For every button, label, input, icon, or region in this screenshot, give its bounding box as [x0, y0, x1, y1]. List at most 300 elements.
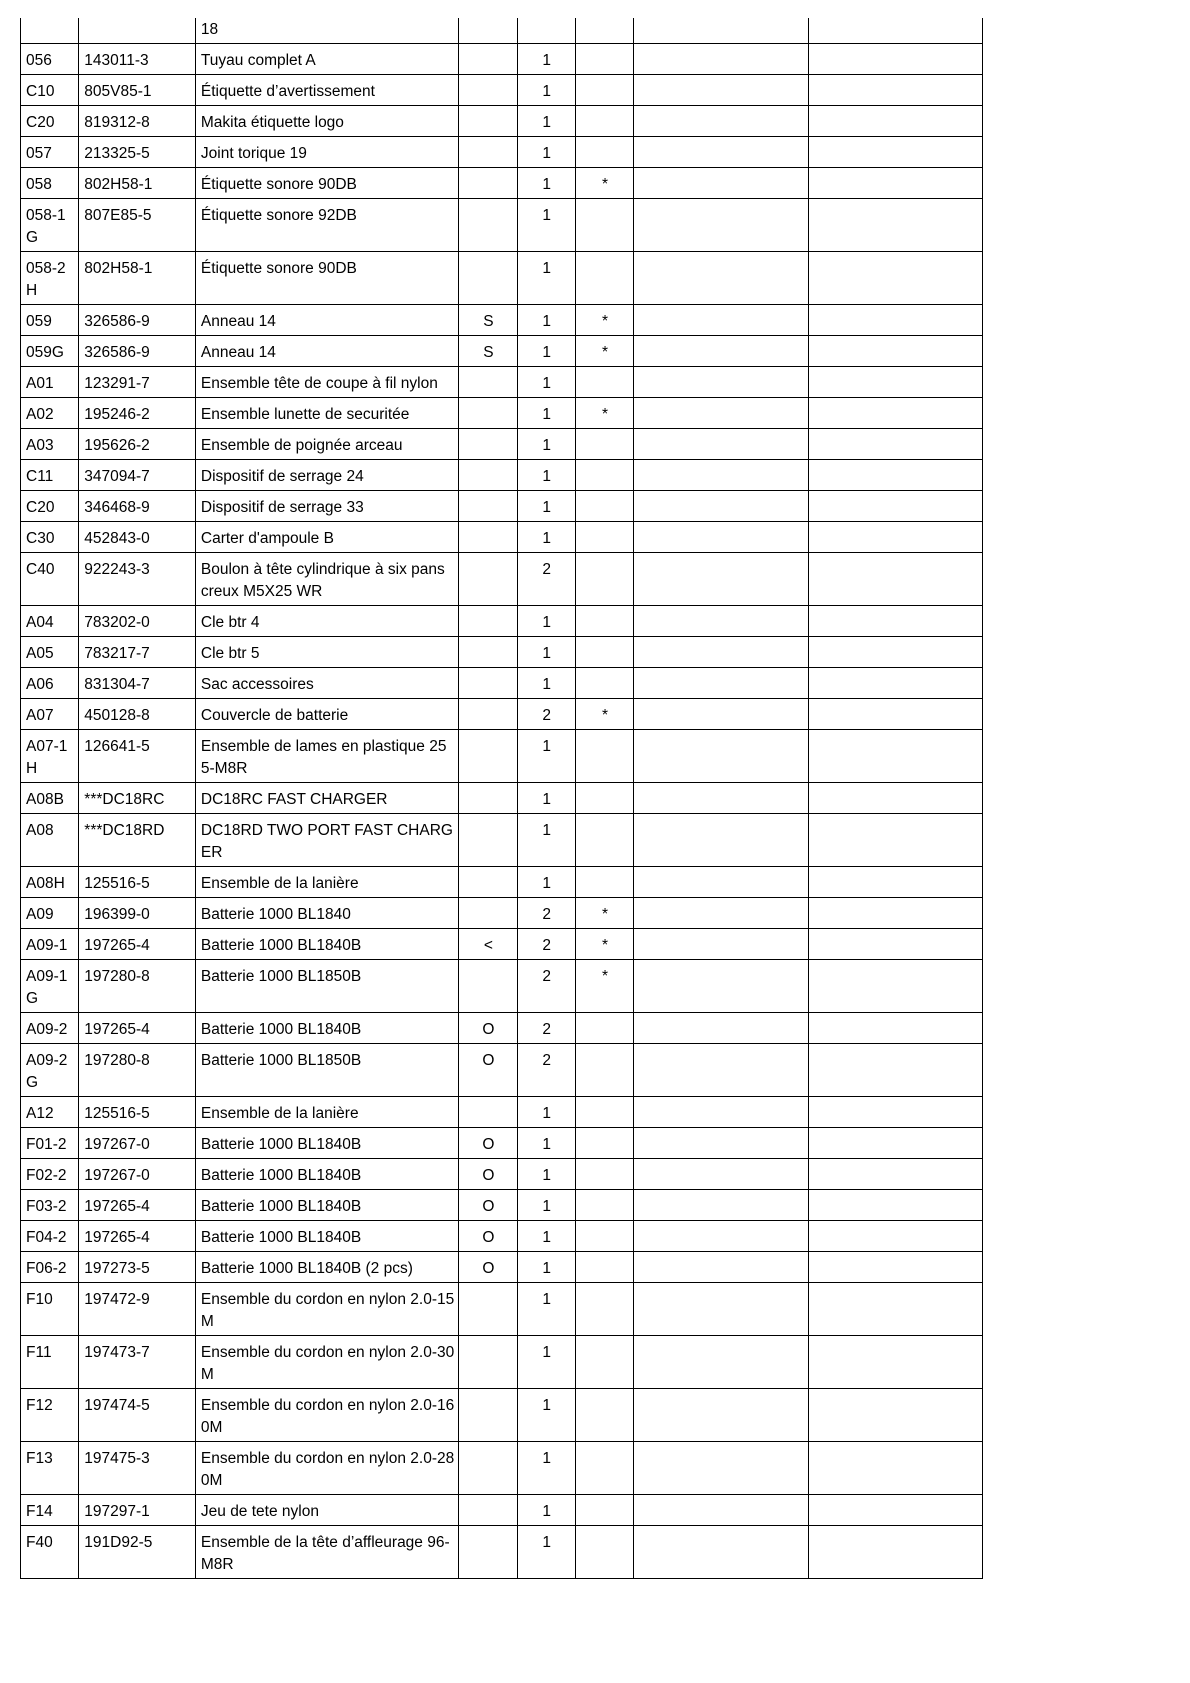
description-cell: Batterie 1000 BL1850B — [195, 960, 458, 1013]
mark-cell — [575, 1044, 633, 1097]
extra-cell-1 — [634, 429, 809, 460]
description-cell: Cle btr 5 — [195, 637, 458, 668]
part-number-cell: 143011-3 — [79, 44, 196, 75]
item-ref-cell: A09-2 — [21, 1013, 79, 1044]
mark-cell — [575, 460, 633, 491]
extra-cell-2 — [809, 460, 983, 491]
extra-cell-1 — [634, 637, 809, 668]
note-cell: O — [459, 1159, 517, 1190]
note-cell — [459, 1097, 517, 1128]
extra-cell-1 — [634, 867, 809, 898]
mark-cell — [575, 1442, 633, 1495]
note-cell — [459, 137, 517, 168]
quantity-cell: 1 — [517, 44, 575, 75]
description-cell: Ensemble de lames en plastique 255-M8R — [195, 730, 458, 783]
part-number-cell: 197265-4 — [79, 1190, 196, 1221]
mark-cell — [575, 367, 633, 398]
item-ref-cell: 056 — [21, 44, 79, 75]
description-cell: Ensemble de la lanière — [195, 867, 458, 898]
description-cell: DC18RC FAST CHARGER — [195, 783, 458, 814]
part-number-cell: 197475-3 — [79, 1442, 196, 1495]
parts-table — [20, 18, 983, 1579]
quantity-cell: 1 — [517, 1389, 575, 1442]
extra-cell-1 — [634, 898, 809, 929]
mark-cell: * — [575, 929, 633, 960]
mark-cell — [575, 1252, 633, 1283]
table-row — [21, 44, 983, 75]
table-row — [21, 960, 983, 1013]
mark-cell — [575, 137, 633, 168]
extra-cell-2 — [809, 429, 983, 460]
description-cell: Batterie 1000 BL1840B — [195, 1128, 458, 1159]
description-cell: Jeu de tete nylon — [195, 1495, 458, 1526]
mark-cell: * — [575, 699, 633, 730]
note-cell — [459, 960, 517, 1013]
mark-cell: * — [575, 305, 633, 336]
quantity-cell: 1 — [517, 637, 575, 668]
description-cell: Batterie 1000 BL1850B — [195, 1044, 458, 1097]
extra-cell-1 — [634, 1190, 809, 1221]
extra-cell-1 — [634, 522, 809, 553]
part-number-cell: 450128-8 — [79, 699, 196, 730]
note-cell — [459, 699, 517, 730]
note-cell — [459, 730, 517, 783]
quantity-cell: 1 — [517, 398, 575, 429]
table-row — [21, 1389, 983, 1442]
part-number-cell: 123291-7 — [79, 367, 196, 398]
description-cell: Batterie 1000 BL1840B (2 pcs) — [195, 1252, 458, 1283]
note-cell — [459, 668, 517, 699]
quantity-cell: 1 — [517, 1283, 575, 1336]
description-cell: Sac accessoires — [195, 668, 458, 699]
extra-cell-2 — [809, 637, 983, 668]
part-number-cell: ***DC18RD — [79, 814, 196, 867]
note-cell — [459, 1442, 517, 1495]
note-cell: O — [459, 1013, 517, 1044]
item-ref-cell: F10 — [21, 1283, 79, 1336]
extra-cell-2 — [809, 398, 983, 429]
description-cell: Batterie 1000 BL1840B — [195, 1190, 458, 1221]
note-cell: O — [459, 1190, 517, 1221]
description-cell: 18 — [195, 18, 458, 44]
extra-cell-1 — [634, 1221, 809, 1252]
mark-cell — [575, 1013, 633, 1044]
extra-cell-1 — [634, 336, 809, 367]
table-row — [21, 1495, 983, 1526]
note-cell — [459, 1526, 517, 1579]
extra-cell-2 — [809, 106, 983, 137]
item-ref-cell: F02-2 — [21, 1159, 79, 1190]
mark-cell: * — [575, 398, 633, 429]
table-row — [21, 730, 983, 783]
extra-cell-1 — [634, 606, 809, 637]
item-ref-cell: C30 — [21, 522, 79, 553]
table-row — [21, 1526, 983, 1579]
part-number-cell: 326586-9 — [79, 305, 196, 336]
quantity-cell: 2 — [517, 898, 575, 929]
part-number-cell: 195246-2 — [79, 398, 196, 429]
extra-cell-1 — [634, 1044, 809, 1097]
description-cell: Ensemble lunette de securitée — [195, 398, 458, 429]
parts-table-body — [21, 18, 983, 1579]
extra-cell-1 — [634, 305, 809, 336]
part-number-cell: 197265-4 — [79, 1013, 196, 1044]
extra-cell-2 — [809, 1283, 983, 1336]
note-cell — [459, 814, 517, 867]
part-number-cell: 213325-5 — [79, 137, 196, 168]
extra-cell-1 — [634, 1495, 809, 1526]
mark-cell — [575, 491, 633, 522]
mark-cell — [575, 44, 633, 75]
item-ref-cell: 058 — [21, 168, 79, 199]
table-row — [21, 1159, 983, 1190]
part-number-cell — [79, 18, 196, 44]
extra-cell-2 — [809, 668, 983, 699]
table-row — [21, 199, 983, 252]
part-number-cell: 197280-8 — [79, 960, 196, 1013]
table-row — [21, 699, 983, 730]
quantity-cell — [517, 18, 575, 44]
table-row — [21, 1190, 983, 1221]
table-row — [21, 429, 983, 460]
quantity-cell: 1 — [517, 1159, 575, 1190]
part-number-cell: 819312-8 — [79, 106, 196, 137]
extra-cell-2 — [809, 491, 983, 522]
note-cell — [459, 252, 517, 305]
part-number-cell: 197265-4 — [79, 1221, 196, 1252]
note-cell: O — [459, 1252, 517, 1283]
extra-cell-2 — [809, 814, 983, 867]
item-ref-cell: A02 — [21, 398, 79, 429]
description-cell: Étiquette d’avertissement — [195, 75, 458, 106]
extra-cell-2 — [809, 1097, 983, 1128]
mark-cell: * — [575, 898, 633, 929]
quantity-cell: 1 — [517, 1442, 575, 1495]
quantity-cell: 1 — [517, 606, 575, 637]
quantity-cell: 1 — [517, 867, 575, 898]
quantity-cell: 1 — [517, 522, 575, 553]
extra-cell-2 — [809, 606, 983, 637]
description-cell: Batterie 1000 BL1840B — [195, 1013, 458, 1044]
extra-cell-2 — [809, 1128, 983, 1159]
extra-cell-2 — [809, 18, 983, 44]
description-cell: Batterie 1000 BL1840B — [195, 1159, 458, 1190]
item-ref-cell: A09-1G — [21, 960, 79, 1013]
mark-cell — [575, 867, 633, 898]
quantity-cell: 1 — [517, 1336, 575, 1389]
item-ref-cell: F40 — [21, 1526, 79, 1579]
mark-cell — [575, 1221, 633, 1252]
note-cell — [459, 168, 517, 199]
quantity-cell: 1 — [517, 730, 575, 783]
quantity-cell: 2 — [517, 929, 575, 960]
mark-cell — [575, 1336, 633, 1389]
mark-cell — [575, 783, 633, 814]
description-cell: Anneau 14 — [195, 305, 458, 336]
quantity-cell: 1 — [517, 460, 575, 491]
quantity-cell: 1 — [517, 336, 575, 367]
extra-cell-1 — [634, 668, 809, 699]
extra-cell-1 — [634, 730, 809, 783]
table-row — [21, 553, 983, 606]
extra-cell-1 — [634, 814, 809, 867]
table-row — [21, 168, 983, 199]
item-ref-cell: A08H — [21, 867, 79, 898]
extra-cell-2 — [809, 1389, 983, 1442]
part-number-cell: 195626-2 — [79, 429, 196, 460]
extra-cell-1 — [634, 1097, 809, 1128]
quantity-cell: 1 — [517, 783, 575, 814]
quantity-cell: 2 — [517, 960, 575, 1013]
extra-cell-2 — [809, 898, 983, 929]
item-ref-cell: 059G — [21, 336, 79, 367]
description-cell: Dispositif de serrage 33 — [195, 491, 458, 522]
note-cell — [459, 867, 517, 898]
quantity-cell: 1 — [517, 1097, 575, 1128]
part-number-cell: 347094-7 — [79, 460, 196, 491]
quantity-cell: 1 — [517, 814, 575, 867]
table-row — [21, 460, 983, 491]
part-number-cell: 126641-5 — [79, 730, 196, 783]
note-cell — [459, 18, 517, 44]
item-ref-cell: F13 — [21, 1442, 79, 1495]
item-ref-cell: A05 — [21, 637, 79, 668]
mark-cell — [575, 199, 633, 252]
quantity-cell: 1 — [517, 168, 575, 199]
table-row — [21, 522, 983, 553]
description-cell: Batterie 1000 BL1840 — [195, 898, 458, 929]
part-number-cell: 346468-9 — [79, 491, 196, 522]
quantity-cell: 1 — [517, 252, 575, 305]
part-number-cell: 802H58-1 — [79, 168, 196, 199]
item-ref-cell: A07-1H — [21, 730, 79, 783]
extra-cell-1 — [634, 1389, 809, 1442]
extra-cell-2 — [809, 929, 983, 960]
part-number-cell: 452843-0 — [79, 522, 196, 553]
part-number-cell: 783217-7 — [79, 637, 196, 668]
note-cell — [459, 398, 517, 429]
extra-cell-1 — [634, 460, 809, 491]
part-number-cell: 197297-1 — [79, 1495, 196, 1526]
extra-cell-1 — [634, 1526, 809, 1579]
mark-cell — [575, 1097, 633, 1128]
note-cell — [459, 106, 517, 137]
part-number-cell: 197472-9 — [79, 1283, 196, 1336]
item-ref-cell: F14 — [21, 1495, 79, 1526]
description-cell: Dispositif de serrage 24 — [195, 460, 458, 491]
extra-cell-2 — [809, 699, 983, 730]
note-cell — [459, 783, 517, 814]
table-row — [21, 1283, 983, 1336]
extra-cell-1 — [634, 960, 809, 1013]
extra-cell-2 — [809, 1252, 983, 1283]
item-ref-cell: C20 — [21, 106, 79, 137]
quantity-cell: 1 — [517, 1252, 575, 1283]
table-row — [21, 252, 983, 305]
mark-cell — [575, 252, 633, 305]
quantity-cell: 1 — [517, 367, 575, 398]
note-cell — [459, 1283, 517, 1336]
description-cell: Boulon à tête cylindrique à six pans creux M5X25 WR — [195, 553, 458, 606]
part-number-cell: 807E85-5 — [79, 199, 196, 252]
part-number-cell: 922243-3 — [79, 553, 196, 606]
mark-cell — [575, 1283, 633, 1336]
table-row — [21, 18, 983, 44]
note-cell — [459, 522, 517, 553]
extra-cell-1 — [634, 1159, 809, 1190]
extra-cell-2 — [809, 1495, 983, 1526]
part-number-cell: 197267-0 — [79, 1128, 196, 1159]
extra-cell-1 — [634, 491, 809, 522]
description-cell: Ensemble du cordon en nylon 2.0-30M — [195, 1336, 458, 1389]
extra-cell-2 — [809, 1044, 983, 1097]
item-ref-cell: F11 — [21, 1336, 79, 1389]
extra-cell-1 — [634, 1128, 809, 1159]
item-ref-cell: A09 — [21, 898, 79, 929]
table-row — [21, 367, 983, 398]
note-cell — [459, 491, 517, 522]
part-number-cell: 196399-0 — [79, 898, 196, 929]
quantity-cell: 1 — [517, 491, 575, 522]
extra-cell-2 — [809, 1159, 983, 1190]
table-row — [21, 336, 983, 367]
mark-cell — [575, 75, 633, 106]
quantity-cell: 1 — [517, 106, 575, 137]
description-cell: DC18RD TWO PORT FAST CHARGER — [195, 814, 458, 867]
description-cell: Couvercle de batterie — [195, 699, 458, 730]
table-row — [21, 929, 983, 960]
mark-cell — [575, 18, 633, 44]
extra-cell-1 — [634, 106, 809, 137]
mark-cell — [575, 1128, 633, 1159]
item-ref-cell: A12 — [21, 1097, 79, 1128]
note-cell: O — [459, 1221, 517, 1252]
note-cell — [459, 606, 517, 637]
extra-cell-2 — [809, 44, 983, 75]
extra-cell-2 — [809, 367, 983, 398]
description-cell: Carter d'ampoule B — [195, 522, 458, 553]
quantity-cell: 1 — [517, 75, 575, 106]
note-cell: S — [459, 336, 517, 367]
description-cell: Anneau 14 — [195, 336, 458, 367]
extra-cell-1 — [634, 699, 809, 730]
item-ref-cell: F06-2 — [21, 1252, 79, 1283]
table-row — [21, 606, 983, 637]
description-cell: Étiquette sonore 90DB — [195, 252, 458, 305]
description-cell: Ensemble du cordon en nylon 2.0-160M — [195, 1389, 458, 1442]
quantity-cell: 2 — [517, 553, 575, 606]
extra-cell-2 — [809, 783, 983, 814]
item-ref-cell: F03-2 — [21, 1190, 79, 1221]
extra-cell-1 — [634, 252, 809, 305]
note-cell: S — [459, 305, 517, 336]
extra-cell-1 — [634, 783, 809, 814]
quantity-cell: 1 — [517, 1221, 575, 1252]
table-row — [21, 1252, 983, 1283]
part-number-cell: 805V85-1 — [79, 75, 196, 106]
mark-cell — [575, 429, 633, 460]
note-cell — [459, 429, 517, 460]
table-row — [21, 1097, 983, 1128]
extra-cell-2 — [809, 137, 983, 168]
mark-cell — [575, 522, 633, 553]
extra-cell-1 — [634, 137, 809, 168]
mark-cell — [575, 730, 633, 783]
item-ref-cell: C10 — [21, 75, 79, 106]
extra-cell-2 — [809, 1221, 983, 1252]
note-cell: < — [459, 929, 517, 960]
description-cell: Ensemble tête de coupe à fil nylon — [195, 367, 458, 398]
extra-cell-2 — [809, 1442, 983, 1495]
note-cell — [459, 1336, 517, 1389]
extra-cell-2 — [809, 1190, 983, 1221]
extra-cell-1 — [634, 367, 809, 398]
quantity-cell: 1 — [517, 137, 575, 168]
quantity-cell: 1 — [517, 1495, 575, 1526]
description-cell: Batterie 1000 BL1840B — [195, 1221, 458, 1252]
extra-cell-1 — [634, 1283, 809, 1336]
extra-cell-1 — [634, 1336, 809, 1389]
extra-cell-1 — [634, 75, 809, 106]
note-cell: O — [459, 1128, 517, 1159]
note-cell — [459, 637, 517, 668]
mark-cell — [575, 1159, 633, 1190]
table-row — [21, 1128, 983, 1159]
item-ref-cell: 058-2H — [21, 252, 79, 305]
mark-cell: * — [575, 168, 633, 199]
table-row — [21, 1442, 983, 1495]
item-ref-cell: A09-1 — [21, 929, 79, 960]
mark-cell — [575, 553, 633, 606]
item-ref-cell: F12 — [21, 1389, 79, 1442]
table-row — [21, 898, 983, 929]
note-cell — [459, 898, 517, 929]
description-cell: Ensemble de la lanière — [195, 1097, 458, 1128]
part-number-cell: 326586-9 — [79, 336, 196, 367]
part-number-cell: 802H58-1 — [79, 252, 196, 305]
mark-cell — [575, 814, 633, 867]
extra-cell-2 — [809, 867, 983, 898]
mark-cell: * — [575, 336, 633, 367]
extra-cell-1 — [634, 1252, 809, 1283]
item-ref-cell: F01-2 — [21, 1128, 79, 1159]
note-cell — [459, 44, 517, 75]
item-ref-cell: A06 — [21, 668, 79, 699]
mark-cell — [575, 1526, 633, 1579]
table-row — [21, 1044, 983, 1097]
part-number-cell: 831304-7 — [79, 668, 196, 699]
part-number-cell: 783202-0 — [79, 606, 196, 637]
part-number-cell: 197267-0 — [79, 1159, 196, 1190]
mark-cell — [575, 606, 633, 637]
note-cell — [459, 1495, 517, 1526]
extra-cell-1 — [634, 18, 809, 44]
quantity-cell: 1 — [517, 1190, 575, 1221]
note-cell — [459, 1389, 517, 1442]
extra-cell-2 — [809, 730, 983, 783]
extra-cell-2 — [809, 522, 983, 553]
extra-cell-1 — [634, 1442, 809, 1495]
table-row — [21, 398, 983, 429]
item-ref-cell: 059 — [21, 305, 79, 336]
table-row — [21, 106, 983, 137]
extra-cell-2 — [809, 960, 983, 1013]
extra-cell-2 — [809, 252, 983, 305]
part-number-cell: 197474-5 — [79, 1389, 196, 1442]
extra-cell-2 — [809, 1336, 983, 1389]
quantity-cell: 1 — [517, 429, 575, 460]
mark-cell — [575, 668, 633, 699]
